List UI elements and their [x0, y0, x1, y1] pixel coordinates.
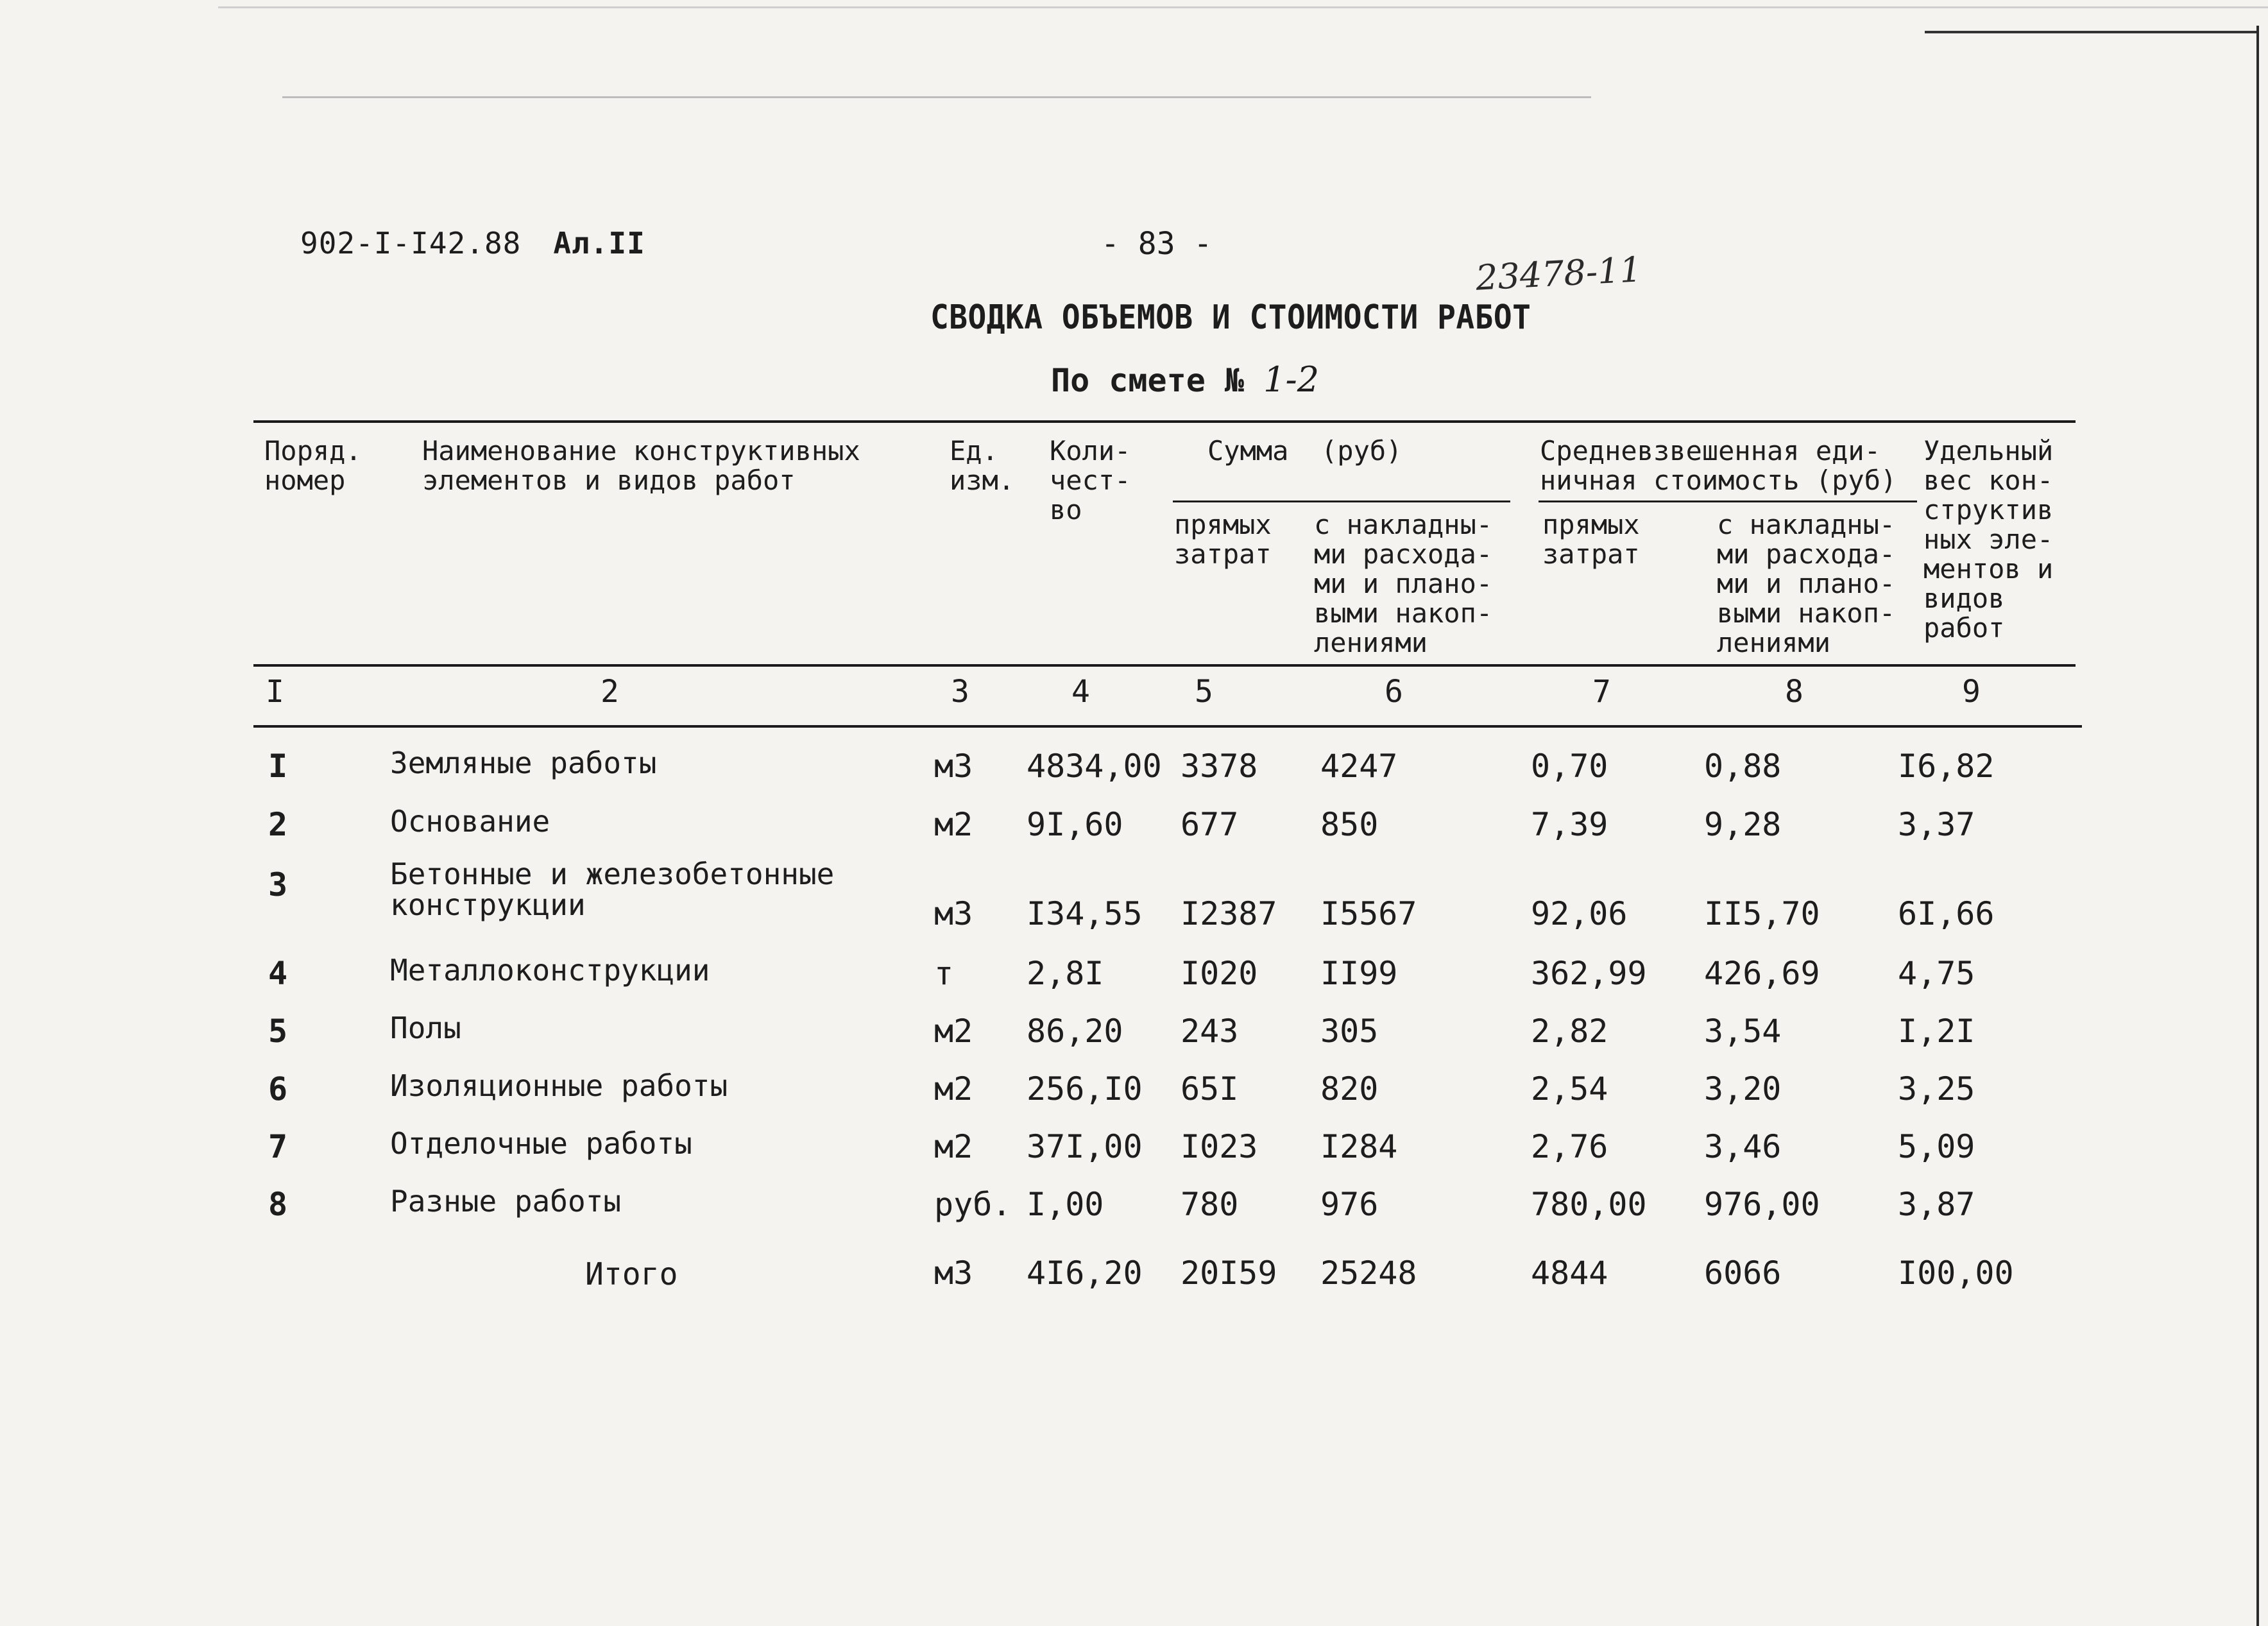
row-quantity: I34,55 [1027, 895, 1143, 932]
row-sum-direct: I2387 [1181, 895, 1277, 932]
row-quantity: 9I,60 [1027, 806, 1123, 843]
document-code-value: 902-I-I42.88 [300, 226, 522, 261]
row-sum-direct: 677 [1181, 806, 1239, 843]
row-sum-overhead: 976 [1320, 1186, 1379, 1223]
row-number: 2 [268, 806, 288, 843]
row-sum-direct: 243 [1181, 1013, 1239, 1050]
row-specific-weight: 3,25 [1898, 1070, 1975, 1108]
row-sum-overhead: 4247 [1320, 748, 1398, 785]
row-avg-direct: 0,70 [1531, 748, 1608, 785]
row-avg-overhead: 426,69 [1704, 955, 1820, 992]
row-sum-overhead: 305 [1320, 1013, 1379, 1050]
row-number: 4 [268, 955, 288, 992]
row-sum-direct: 780 [1181, 1186, 1239, 1223]
row-quantity: I,00 [1027, 1186, 1104, 1223]
page-edge-top [218, 6, 2268, 8]
column-number-5: 5 [1195, 674, 1213, 710]
row-number: 3 [268, 866, 288, 903]
row-unit: м2 [934, 806, 973, 843]
table-top-rule [253, 420, 2076, 423]
row-sum-direct: I020 [1181, 955, 1258, 992]
avg-group-rule [1539, 501, 1917, 502]
row-avg-overhead: 9,28 [1704, 806, 1782, 843]
row-avg-direct: 92,06 [1531, 895, 1628, 932]
row-sum-direct: I023 [1181, 1128, 1258, 1165]
total-sum-direct: 20I59 [1181, 1254, 1277, 1292]
row-avg-direct: 362,99 [1531, 955, 1647, 992]
column-number-4: 4 [1071, 674, 1090, 710]
row-sum-overhead: 850 [1320, 806, 1379, 843]
row-element-name: Полы [390, 1011, 461, 1045]
row-element-name: Разные работы [390, 1184, 622, 1219]
document-title: СВОДКА ОБЪЕМОВ И СТОИМОСТИ РАБОТ [930, 298, 1531, 337]
row-element-name: Металлоконструкции [390, 953, 710, 988]
total-avg-overhead: 6066 [1704, 1254, 1782, 1292]
row-element-name: Бетонные и железобетонные конструкции [390, 857, 835, 922]
column-number-6: 6 [1385, 674, 1403, 710]
row-number: 6 [268, 1070, 288, 1108]
row-unit: т [934, 955, 954, 992]
total-unit: м3 [934, 1254, 973, 1292]
row-element-name: Основание [390, 804, 550, 839]
row-unit: м2 [934, 1070, 973, 1108]
row-avg-overhead: 3,54 [1704, 1013, 1782, 1050]
row-quantity: 2,8I [1027, 955, 1104, 992]
header-order-number: Поряд. номер [264, 435, 362, 496]
row-sum-overhead: I5567 [1320, 895, 1417, 932]
header-bottom-rule [253, 664, 2076, 667]
row-number: 8 [268, 1186, 288, 1223]
row-avg-direct: 2,54 [1531, 1070, 1608, 1108]
row-sum-overhead: II99 [1320, 955, 1398, 992]
row-specific-weight: 4,75 [1898, 955, 1975, 992]
document-subtitle [1051, 359, 1319, 400]
row-unit: м2 [934, 1128, 973, 1165]
header-sum-overhead: с накладны- ми расхода- ми и плано- выми накоп- лениями [1314, 509, 1493, 658]
column-numbers-rule [253, 725, 2082, 728]
column-number-7: 7 [1592, 674, 1611, 710]
total-avg-direct: 4844 [1531, 1254, 1608, 1292]
row-sum-direct: 65I [1181, 1070, 1239, 1108]
row-specific-weight: I6,82 [1898, 748, 1995, 785]
estimate-number: 1-2 [1263, 359, 1320, 400]
row-number: 5 [268, 1013, 288, 1050]
header-quantity: Коли- чест- во [1050, 435, 1131, 526]
subtitle-prefix: По смете № [1051, 362, 1245, 399]
header-sum-group: Сумма (руб) [1207, 435, 1403, 466]
row-quantity: 4834,00 [1027, 748, 1162, 785]
document-code [300, 226, 645, 261]
page-edge-top-right [1925, 31, 2259, 33]
header-avg-direct: прямых затрат [1542, 509, 1640, 570]
row-avg-direct: 780,00 [1531, 1186, 1647, 1223]
sheet-label: Ал.II [553, 226, 645, 261]
header-specific-weight: Удельный вес кон- структив ных эле- ментов и видов работ [1923, 435, 2054, 644]
row-specific-weight: 5,09 [1898, 1128, 1975, 1165]
row-avg-overhead: 976,00 [1704, 1186, 1820, 1223]
row-sum-overhead: 820 [1320, 1070, 1379, 1108]
row-avg-overhead: 0,88 [1704, 748, 1782, 785]
row-quantity: 256,I0 [1027, 1070, 1143, 1108]
handwritten-reference: 23478-11 [1474, 249, 1643, 298]
row-number: I [268, 748, 288, 785]
column-number-1: I [266, 674, 284, 710]
faint-top-rule [282, 96, 1591, 98]
total-label: Итого [585, 1256, 678, 1292]
row-unit: м3 [934, 895, 973, 932]
row-specific-weight: 3,37 [1898, 806, 1975, 843]
total-quantity: 4I6,20 [1027, 1254, 1143, 1292]
row-element-name: Отделочные работы [390, 1126, 692, 1161]
row-avg-overhead: II5,70 [1704, 895, 1820, 932]
page-edge-right [2256, 26, 2259, 1626]
row-specific-weight: 3,87 [1898, 1186, 1975, 1223]
page-number: - 83 - [1101, 226, 1213, 262]
row-unit: м3 [934, 748, 973, 785]
sum-group-rule [1173, 501, 1510, 502]
row-unit: руб. [934, 1186, 1012, 1223]
row-avg-direct: 2,76 [1531, 1128, 1608, 1165]
column-number-2: 2 [601, 674, 619, 710]
row-quantity: 37I,00 [1027, 1128, 1143, 1165]
header-sum-direct: прямых затрат [1174, 509, 1272, 570]
row-specific-weight: 6I,66 [1898, 895, 1995, 932]
header-element-name: Наименование конструктивных элементов и видов работ [422, 435, 860, 496]
row-avg-direct: 2,82 [1531, 1013, 1608, 1050]
row-sum-direct: 3378 [1181, 748, 1258, 785]
total-weight: I00,00 [1898, 1254, 2014, 1292]
row-sum-overhead: I284 [1320, 1128, 1398, 1165]
row-avg-overhead: 3,20 [1704, 1070, 1782, 1108]
row-element-name: Земляные работы [390, 746, 657, 780]
row-avg-direct: 7,39 [1531, 806, 1608, 843]
column-number-8: 8 [1785, 674, 1803, 710]
column-number-9: 9 [1962, 674, 1981, 710]
row-element-name: Изоляционные работы [390, 1068, 728, 1103]
row-number: 7 [268, 1128, 288, 1165]
row-unit: м2 [934, 1013, 973, 1050]
row-quantity: 86,20 [1027, 1013, 1123, 1050]
row-specific-weight: I,2I [1898, 1013, 1975, 1050]
row-avg-overhead: 3,46 [1704, 1128, 1782, 1165]
header-avg-overhead: с накладны- ми расхода- ми и плано- выми накоп- лениями [1717, 509, 1896, 658]
total-sum-overhead: 25248 [1320, 1254, 1417, 1292]
column-number-3: 3 [951, 674, 969, 710]
header-unit: Ед. изм. [950, 435, 1015, 496]
header-avg-group: Средневзвешенная еди- ничная стоимость (руб) [1540, 435, 1897, 496]
